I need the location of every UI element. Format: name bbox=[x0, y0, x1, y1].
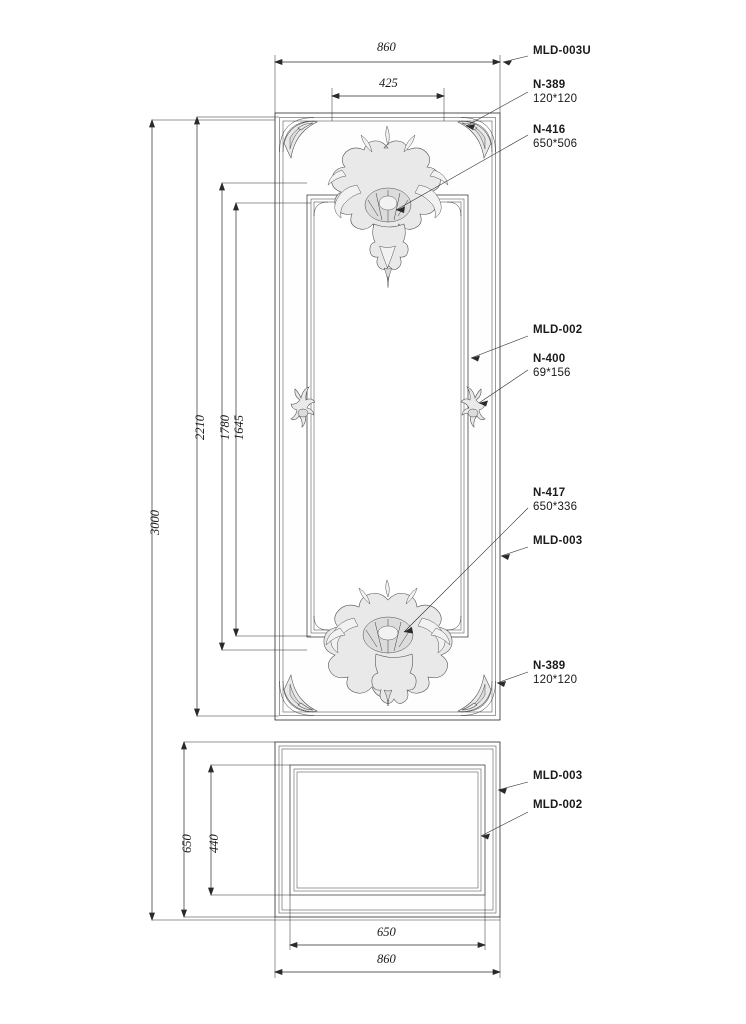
label-n-416: N-416 bbox=[533, 124, 566, 136]
dim-width-425-top: 425 bbox=[379, 76, 398, 90]
label-mld-002-section: MLD-002 bbox=[533, 799, 583, 811]
dim-height-3000: 3000 bbox=[148, 510, 162, 535]
dim-width-650-bottom: 650 bbox=[377, 925, 396, 939]
label-n-416-size: 650*506 bbox=[533, 138, 578, 150]
label-n-389-bottom: N-389 bbox=[533, 660, 566, 672]
dim-height-2210: 2210 bbox=[193, 415, 207, 440]
dim-height-1645: 1645 bbox=[232, 415, 246, 440]
dim-height-650-section: 650 bbox=[180, 834, 194, 853]
label-n-417: N-417 bbox=[533, 487, 566, 499]
dim-height-440-section: 440 bbox=[207, 834, 221, 853]
label-n-400: N-400 bbox=[533, 353, 566, 365]
label-n-417-size: 650*336 bbox=[533, 501, 578, 513]
label-mld-003: MLD-003 bbox=[533, 535, 583, 547]
label-n-389-top: N-389 bbox=[533, 79, 566, 91]
dim-height-1780: 1780 bbox=[218, 415, 232, 440]
label-n-400-size: 69*156 bbox=[533, 367, 571, 379]
dim-width-860-top: 860 bbox=[377, 40, 396, 54]
label-mld-002: MLD-002 bbox=[533, 324, 583, 336]
label-mld-003-section: MLD-003 bbox=[533, 770, 583, 782]
label-n-389-bottom-size: 120*120 bbox=[533, 674, 578, 686]
label-mld-003u: MLD-003U bbox=[533, 45, 591, 57]
label-n-389-top-size: 120*120 bbox=[533, 93, 578, 105]
dim-width-860-bottom: 860 bbox=[377, 952, 396, 966]
